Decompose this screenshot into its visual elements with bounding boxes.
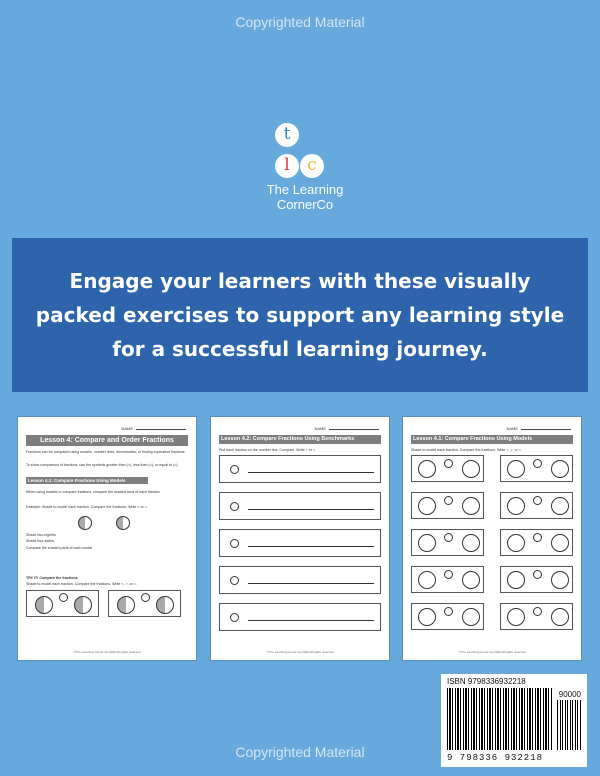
isbn-digits: 9 798336 932218 [447, 753, 544, 763]
model-cell [500, 566, 573, 593]
compare-circle [230, 539, 239, 548]
page-2-inst: Plot each fraction on the number line. Compare. Write > or <. [219, 448, 317, 452]
logo [255, 120, 355, 220]
page-1-shade-2: Shade four-sixths [26, 539, 54, 543]
watermark-top: Copyrighted Material [235, 14, 365, 30]
fraction-pie [462, 571, 480, 589]
compare-circle [533, 607, 542, 616]
page-2-title: Lesson 4.2: Compare Fractions Using Benchmarks [219, 435, 381, 444]
compare-circle [230, 613, 239, 622]
logo-line-2: CornerCo [276, 197, 334, 212]
fraction-pie [462, 608, 480, 626]
logo-wordmark [255, 182, 355, 212]
sample-page-3 [403, 417, 581, 660]
page-1-text-1: When using models to compare fractions, compare the shaded area of each fraction. [26, 490, 161, 494]
compare-circle [230, 465, 239, 474]
try-cell-1 [26, 590, 99, 617]
fraction-pie [507, 534, 525, 552]
compare-circle [533, 570, 542, 579]
fraction-pie [418, 608, 436, 626]
logo-line-1: The Learning [266, 182, 344, 197]
compare-circle [444, 570, 453, 579]
example-pie-1 [78, 516, 92, 530]
try-cell-2 [108, 590, 181, 617]
page-1-shade-1: Shade two-eighths [26, 533, 56, 537]
numberline-row-3 [219, 529, 381, 557]
logo-letter-c: c [300, 154, 324, 178]
number-line [248, 472, 374, 473]
fraction-pie [462, 460, 480, 478]
fraction-pie [462, 534, 480, 552]
model-cell [411, 529, 484, 556]
compare-circle [59, 593, 68, 602]
name-line: NAME [506, 426, 571, 431]
page-1-intro-1: Fractions can be compared using models, number lines, benchmarks, or finding equivalent fractions. [26, 450, 186, 454]
page-1-section: Lesson 4.1: Compare Fractions Using Models [26, 477, 148, 484]
numberline-row-4 [219, 566, 381, 594]
model-cell [500, 455, 573, 482]
compare-circle [444, 459, 453, 468]
page-3-title: Lesson 4.1: Compare Fractions Using Models [411, 435, 573, 444]
fraction-pie [551, 571, 569, 589]
barcode [441, 674, 587, 767]
model-cell [411, 603, 484, 630]
fraction-pie [462, 497, 480, 515]
numberline-row-2 [219, 492, 381, 520]
logo-letter-t: t [275, 123, 299, 147]
compare-circle [533, 459, 542, 468]
page-1-intro-2: To show comparison of fractions, use the symbols greater than (>), less than (<), or equal to (=). [26, 463, 179, 467]
fraction-pie [507, 608, 525, 626]
page-3-inst: Shade to model each fraction. Compare the fractions. Write <, >, or =. [411, 448, 522, 452]
watermark-bottom: Copyrighted Material [235, 744, 365, 760]
promo-banner [12, 238, 588, 392]
compare-circle [533, 533, 542, 542]
page-1-title: Lesson 4: Compare and Order Fractions [26, 435, 188, 446]
numberline-row-1 [219, 455, 381, 483]
model-cell [411, 492, 484, 519]
isbn-label: ISBN 9798336932218 [447, 677, 526, 686]
fraction-pie [418, 497, 436, 515]
compare-circle [230, 502, 239, 511]
sample-page-2 [211, 417, 389, 660]
fraction-pie [418, 460, 436, 478]
model-cell [500, 529, 573, 556]
example-pie-2 [116, 516, 130, 530]
name-line: NAME [121, 426, 186, 431]
page-footer: ©The Learning Corner Co 2023 All rights reserved [458, 650, 526, 654]
fraction-pie [551, 534, 569, 552]
model-cell [411, 566, 484, 593]
name-line: NAME [314, 426, 379, 431]
try-pie-1a [35, 596, 53, 614]
fraction-pie [418, 571, 436, 589]
barcode-bars [447, 688, 553, 750]
sample-page-1 [18, 417, 196, 660]
number-line [248, 546, 374, 547]
compare-circle [141, 593, 150, 602]
compare-circle [230, 576, 239, 585]
fraction-pie [551, 460, 569, 478]
number-line [248, 509, 374, 510]
fraction-pie [551, 608, 569, 626]
fraction-pie [418, 534, 436, 552]
banner-text: Engage your learners with these visually packed exercises to support any learning style for a successful learning journey. [35, 269, 565, 361]
page-1-example: Example: Shade to model each fraction. Compare the fractions. Write > or <. [26, 505, 148, 509]
model-cell [500, 492, 573, 519]
number-line [248, 620, 374, 621]
model-cell [411, 455, 484, 482]
page-footer: ©The Learning Corner Co 2023 All rights reserved [266, 650, 334, 654]
number-line [248, 583, 374, 584]
page-1-try: TRY IT! Compare the fractions. [26, 576, 79, 580]
compare-circle [444, 533, 453, 542]
compare-circle [444, 496, 453, 505]
try-pie-2b [156, 596, 174, 614]
compare-circle [533, 496, 542, 505]
try-pie-2a [117, 596, 135, 614]
price-code: 90000 [558, 690, 581, 699]
numberline-row-5 [219, 603, 381, 631]
page-1-compare: Compare the shaded parts of each model [26, 546, 93, 550]
try-pie-1b [74, 596, 92, 614]
page-footer: ©The Learning Corner Co 2023 All rights reserved [73, 650, 141, 654]
fraction-pie [551, 497, 569, 515]
fraction-pie [507, 497, 525, 515]
fraction-pie [507, 571, 525, 589]
logo-letter-l: l [275, 154, 299, 178]
fraction-pie [507, 460, 525, 478]
price-barcode-bars [557, 700, 581, 750]
model-cell [500, 603, 573, 630]
page-1-try-inst: Shade to model each fraction. Compare the fractions. Write <, >, or =. [26, 582, 137, 586]
compare-circle [444, 607, 453, 616]
